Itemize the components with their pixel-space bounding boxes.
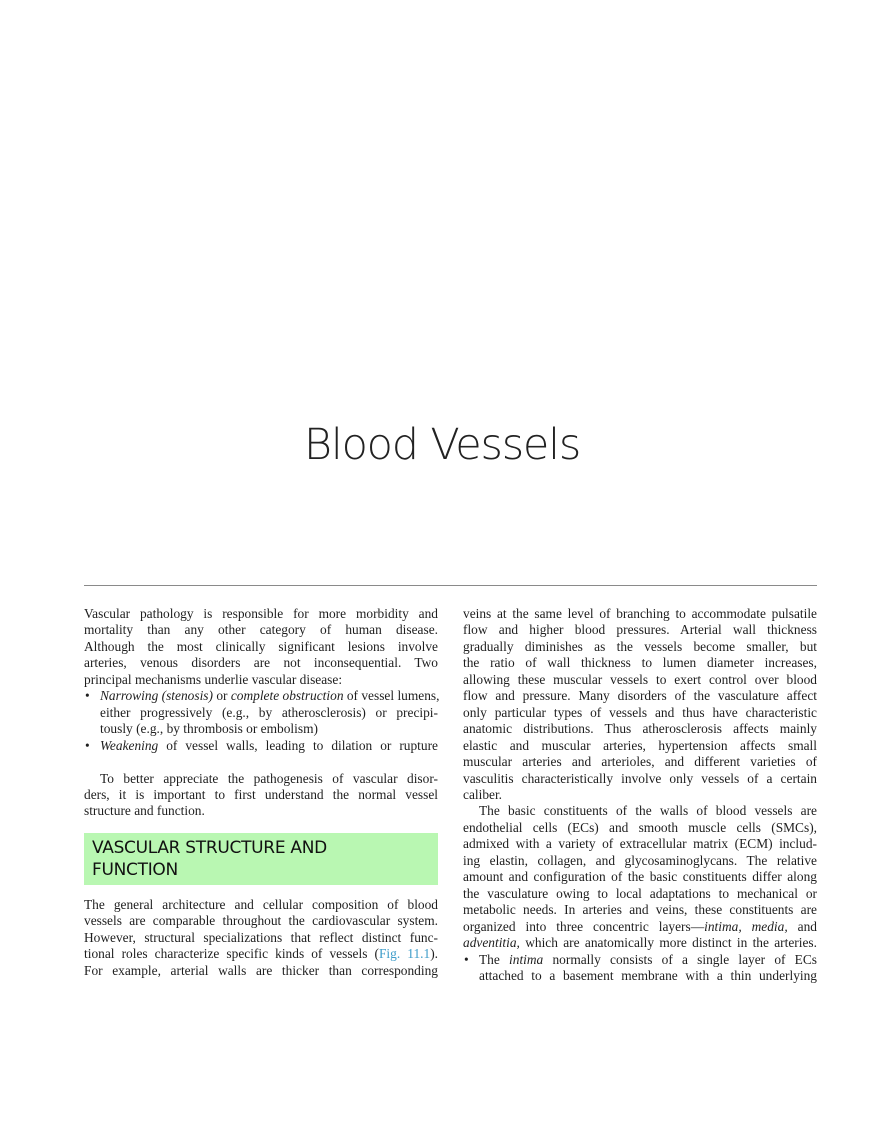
text-run: ders, it is important to first understand the normal vessel xyxy=(84,786,438,802)
bullet-item xyxy=(84,688,438,737)
text-run: However, structural specializations that reflect distinct func- xyxy=(84,929,438,945)
text-run: amount and configuration of the basic constituents differ along xyxy=(463,869,817,885)
text-line xyxy=(463,622,817,638)
bullet-item xyxy=(84,738,438,754)
right-column xyxy=(463,606,817,984)
text-line xyxy=(84,622,438,638)
figure-link[interactable]: Fig. 11.1 xyxy=(378,946,431,962)
text-line xyxy=(463,639,817,655)
text-run: elastic and muscular arteries, hypertension affects small xyxy=(463,737,817,753)
paragraph xyxy=(463,606,817,803)
text-line xyxy=(463,754,817,770)
text-line xyxy=(100,738,438,754)
italic-text: Weakening xyxy=(100,737,159,753)
bullet-item xyxy=(463,952,817,985)
text-run: structure and function. xyxy=(84,803,205,819)
text-line xyxy=(463,771,817,787)
text-line xyxy=(463,655,817,671)
text-run: flow and higher blood pressures. Arterial wall thickness xyxy=(463,622,817,638)
text-line xyxy=(463,787,817,803)
text-line xyxy=(463,803,817,819)
text-run: of vessel walls, leading to dilation or rupture xyxy=(158,737,438,753)
text-line xyxy=(463,935,817,951)
text-line xyxy=(84,946,438,962)
title-divider xyxy=(84,585,817,586)
text-run: veins at the same level of branching to accommodate pulsatile xyxy=(463,606,817,621)
text-line xyxy=(463,606,817,622)
text-run: only particular types of vessels and thus have characteristic xyxy=(463,704,817,720)
text-line xyxy=(463,902,817,918)
text-line xyxy=(92,859,430,881)
text-line xyxy=(100,721,438,737)
text-run: organized into three concentric layers— xyxy=(463,918,705,934)
text-run: ). xyxy=(430,946,438,962)
text-run: To better appreciate the pathogenesis of vascular disor- xyxy=(100,770,438,786)
text-line xyxy=(463,886,817,902)
text-run: principal mechanisms underlie vascular disease: xyxy=(84,671,343,687)
text-line xyxy=(463,705,817,721)
text-run: the vasculature owing to local adaptations to mechanical or xyxy=(463,885,817,901)
text-run: of vessel lumens, xyxy=(343,688,440,704)
text-run: endothelial cells (ECs) and smooth muscle cells (SMCs), xyxy=(463,819,817,835)
text-line xyxy=(84,787,438,803)
text-line xyxy=(463,688,817,704)
text-line xyxy=(84,639,438,655)
text-line xyxy=(100,688,438,704)
text-run: tional roles characterize specific kinds of vessels ( xyxy=(84,946,379,962)
text-run: FUNCTION xyxy=(92,859,178,880)
text-run: caliber. xyxy=(463,786,503,802)
paragraph xyxy=(84,771,438,820)
italic-text: intima, media, xyxy=(704,918,788,934)
text-line xyxy=(463,836,817,852)
text-run: the ratio of wall thickness to lumen diameter increases, xyxy=(463,655,817,671)
chapter-title: Blood Vessels xyxy=(303,420,581,470)
text-line xyxy=(463,738,817,754)
text-run: tously (e.g., by thrombosis or embolism) xyxy=(100,721,318,737)
text-run: For example, arterial walls are thicker than corresponding xyxy=(84,962,438,978)
text-line xyxy=(92,837,430,859)
text-run: and xyxy=(787,918,817,934)
paragraph xyxy=(84,606,438,688)
text-line xyxy=(84,771,438,787)
text-line xyxy=(84,803,438,819)
text-run: Although the most clinically significant lesions involve xyxy=(84,638,438,654)
text-run: metabolic needs. In arteries and veins, these constituents are xyxy=(463,902,817,918)
text-run: muscular arteries and arterioles, and different varieties of xyxy=(463,754,817,770)
text-line xyxy=(479,952,817,968)
text-line xyxy=(479,968,817,984)
text-run: allowing these muscular vessels to exert control over blood xyxy=(463,671,817,687)
text-run: mortality than any other category of human disease. xyxy=(84,622,438,638)
paragraph xyxy=(463,803,817,951)
text-run: ing elastin, collagen, and glycosaminoglycans. The relative xyxy=(463,852,817,868)
text-run: admixed with a variety of extracellular matrix (ECM) includ- xyxy=(463,836,817,852)
text-run: or xyxy=(212,688,231,704)
text-run: The xyxy=(479,951,510,967)
text-run: which are anatomically more distinct in the arteries. xyxy=(519,935,817,951)
text-run: Vascular pathology is responsible for more morbidity and xyxy=(84,606,438,621)
text-run: vasculitis characteristically involve only vessels of a certain xyxy=(463,770,817,786)
text-line xyxy=(84,672,438,688)
text-line xyxy=(84,963,438,979)
text-line xyxy=(84,606,438,622)
text-run: either progressively (e.g., by atherosclerosis) or precipi- xyxy=(100,704,438,720)
text-line xyxy=(84,655,438,671)
text-run: The basic constituents of the walls of blood vessels are xyxy=(479,803,817,819)
spacer xyxy=(84,754,438,770)
text-line xyxy=(463,919,817,935)
text-run: VASCULAR STRUCTURE AND xyxy=(92,837,327,858)
text-line xyxy=(463,820,817,836)
italic-text: complete obstruction xyxy=(230,688,344,704)
text-run: The general architecture and cellular composition of blood xyxy=(84,896,438,912)
italic-text: intima xyxy=(509,951,544,967)
text-line xyxy=(463,853,817,869)
left-column xyxy=(84,606,438,979)
text-line xyxy=(463,869,817,885)
text-run: vessels are comparable throughout the cardiovascular system. xyxy=(84,913,438,929)
text-run: attached to a basement membrane with a thin underlying xyxy=(479,967,817,983)
paragraph xyxy=(84,897,438,979)
text-line xyxy=(463,721,817,737)
italic-text: Narrowing (stenosis) xyxy=(100,688,213,704)
text-run: arteries, venous disorders are not inconsequential. Two xyxy=(84,655,438,671)
section-heading xyxy=(84,833,438,885)
text-run: flow and pressure. Many disorders of the vasculature affect xyxy=(463,688,817,704)
text-line xyxy=(84,930,438,946)
text-run: gradually diminishes as the vessels become smaller, but xyxy=(463,638,817,654)
text-line xyxy=(100,705,438,721)
text-run: anatomic distributions. Thus atherosclerosis affects mainly xyxy=(463,721,817,737)
italic-text: adventitia, xyxy=(463,935,520,951)
text-line xyxy=(84,913,438,929)
text-line xyxy=(84,897,438,913)
text-line xyxy=(463,672,817,688)
text-run: normally consists of a single layer of ECs xyxy=(543,951,817,967)
